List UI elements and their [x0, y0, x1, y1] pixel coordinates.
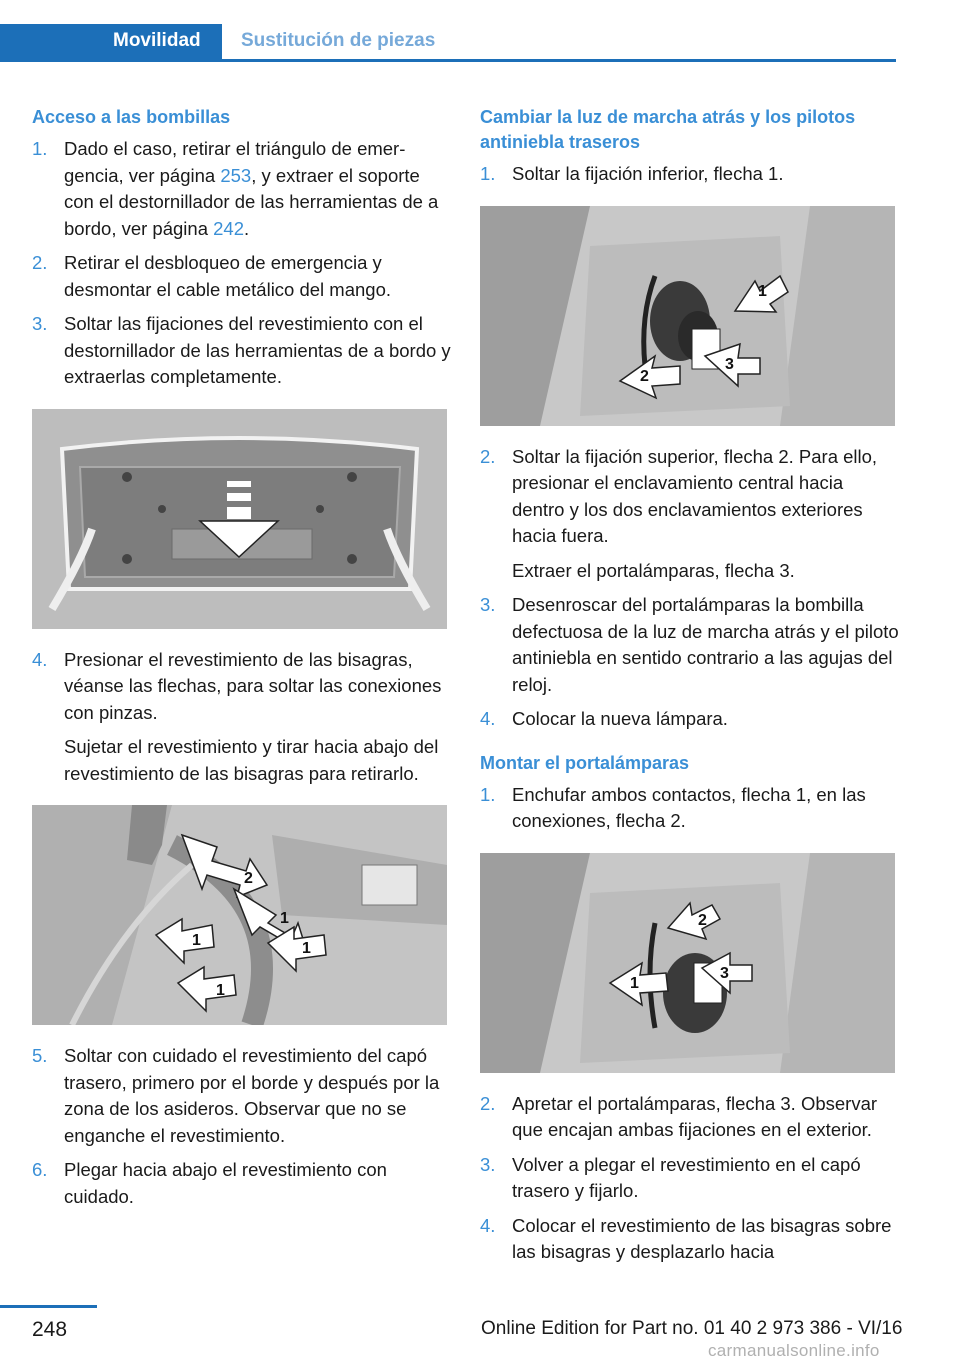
list-item — [480, 706, 900, 733]
step-number: 5. — [32, 1045, 48, 1066]
arrow-label: 2 — [244, 870, 253, 887]
list-item — [32, 250, 452, 303]
step-number: 3. — [480, 594, 496, 615]
list-item — [480, 1152, 900, 1205]
step-text: Plegar hacia abajo el revestimiento con cuidado. — [64, 1159, 387, 1207]
step-number: 4. — [480, 1214, 496, 1236]
step-number: 1. — [480, 163, 496, 184]
subsection-title: Sustitución de piezas — [241, 30, 436, 51]
watermark: carmanualsonline.info — [708, 1341, 880, 1360]
edition-info: Online Edition for Part no. 01 40 2 973 386 - VI/16 — [481, 1318, 903, 1339]
section-title: Movilidad — [113, 30, 201, 51]
list-item — [32, 1043, 452, 1149]
heading-mount-bulb-holder: Montar el portalámparas — [480, 752, 690, 773]
list-item — [480, 782, 900, 835]
list-item — [480, 161, 900, 188]
step-number: 1. — [480, 783, 496, 805]
step-text: Volver a plegar el revestimiento en el capó trasero y fijarlo. — [512, 1153, 861, 1201]
list-item — [32, 647, 452, 788]
list-item — [480, 1091, 900, 1144]
list-item — [32, 311, 452, 391]
arrow-label: 1 — [192, 932, 201, 949]
arrow-label: 2 — [698, 911, 707, 929]
step-text: Dado el caso, retirar el triángulo de emergencia, ver página 253, y extraer el soporte con el destornillador de las herramientas de a bordo, ver página 242. — [64, 138, 439, 239]
page-number: 248 — [32, 1318, 68, 1341]
arrow-label: 1 — [758, 282, 767, 300]
arrow-label: 1 — [630, 974, 639, 992]
step-text: Soltar con cuidado el revestimiento del capó trasero, primero por el borde y después por la zona de los asideros. Observar que no se enganche el revestimiento. — [64, 1045, 440, 1146]
figure-trunk-lid-lining — [32, 409, 447, 629]
step-text: Soltar la fijación inferior, flecha 1. — [512, 163, 784, 184]
step-text: Apretar el portalámparas, flecha 3. Observar que encajan ambas fijaciones en el exterior. — [512, 1092, 878, 1140]
step-number: 4. — [32, 648, 48, 670]
step-text: Colocar el revestimiento de las bisagras sobre las bisagras y desplazarlo hacia — [512, 1214, 892, 1262]
step-text: Soltar la fijación superior, flecha 2. Para ello, presionar el enclavamiento central hacia dentro y los dos enclavamientos exteriores hacia fuera. — [512, 445, 878, 546]
arrow-label: 1 — [216, 982, 225, 999]
arrow-label: 1 — [302, 940, 311, 957]
list-item — [480, 1213, 900, 1266]
list-item — [32, 136, 452, 242]
step-text: Colocar la nueva lámpara. — [512, 708, 728, 729]
arrow-label: 3 — [725, 355, 734, 373]
heading-access-bulbs: Acceso a las bombillas — [32, 107, 231, 127]
figure-hinge-covers — [32, 805, 447, 1025]
step-text: Enchufar ambos contactos, flecha 1, en las conexiones, flecha 2. — [512, 783, 866, 831]
arrow-label: 2 — [640, 367, 649, 385]
step-number: 6. — [32, 1159, 48, 1180]
step-number: 2. — [480, 1092, 496, 1114]
list-item — [32, 1157, 452, 1210]
header-rule — [0, 59, 896, 62]
page-link-253[interactable]: 253 — [220, 164, 252, 186]
heading-reverse-fog-lights: Cambiar la luz de marcha atrás y los pilotos antiniebla traseros — [480, 107, 856, 152]
step-number: 3. — [32, 313, 48, 334]
step-number: 2. — [480, 445, 496, 467]
figure-lower-fixing — [480, 206, 895, 426]
page-link-242[interactable]: 242 — [213, 217, 245, 239]
figure-connect-contacts — [480, 853, 895, 1073]
footer-rule — [0, 1305, 97, 1308]
step-text: Retirar el desbloqueo de emergencia y desmontar el cable metálico del mango. — [64, 252, 392, 300]
step-subtext: Extraer el portalámparas, flecha 3. — [512, 559, 795, 581]
arrow-label: 1 — [280, 910, 289, 927]
arrow-label: 3 — [720, 964, 729, 982]
step-text: Soltar las fijaciones del revestimiento con el destornillador de las herramientas de a bordo y extraerlas completamente. — [64, 313, 451, 387]
list-item — [480, 444, 900, 585]
step-text: Desenroscar del portalámparas la bombilla defectuosa de la luz de marcha atrás y el piloto antiniebla en sentido contrario a las agujas del reloj. — [512, 594, 899, 695]
left-column — [32, 105, 452, 1218]
step-number: 2. — [32, 252, 48, 273]
step-number: 4. — [480, 708, 496, 729]
step-number: 3. — [480, 1153, 496, 1175]
step-subtext: Sujetar el revestimiento y tirar hacia abajo del revestimiento de las bisagras para retirarlo. — [64, 736, 439, 784]
list-item — [480, 592, 900, 698]
right-column — [480, 105, 900, 1274]
step-number: 1. — [32, 138, 48, 159]
step-text: Presionar el revestimiento de las bisagras, véanse las flechas, para soltar las conexiones con pinzas. — [64, 648, 442, 723]
